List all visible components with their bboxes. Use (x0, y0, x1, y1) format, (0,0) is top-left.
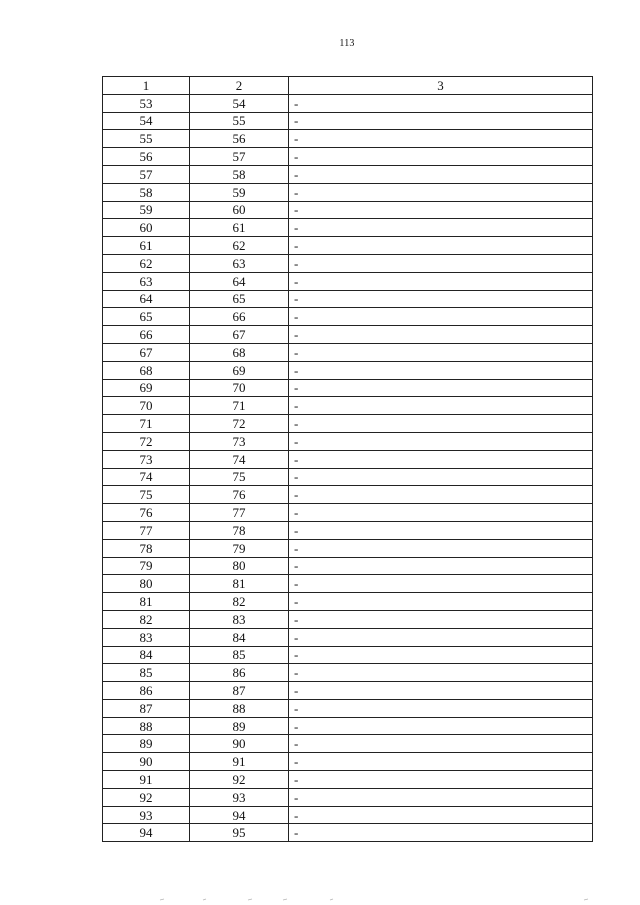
table-row (103, 183, 593, 201)
table-cell-col-3: - (289, 486, 593, 504)
table-cell-col-1: 53 (103, 94, 190, 112)
table-cell-col-2: 85 (190, 646, 289, 664)
table-cell-col-3: - (289, 450, 593, 468)
table-row (103, 788, 593, 806)
table-cell-col-1: 85 (103, 664, 190, 682)
table-cell-col-1: 66 (103, 326, 190, 344)
table-cell-col-2: 65 (190, 290, 289, 308)
table-row (103, 771, 593, 789)
table-cell-col-3: - (289, 682, 593, 700)
table-cell-col-2: 61 (190, 219, 289, 237)
table-row (103, 254, 593, 272)
table-cell-col-3: - (289, 254, 593, 272)
table-row (103, 717, 593, 735)
table-cell-col-1: 56 (103, 148, 190, 166)
table-cell-col-3: - (289, 468, 593, 486)
table-cell-col-1: 88 (103, 717, 190, 735)
table-row (103, 148, 593, 166)
table-cell-col-3: - (289, 717, 593, 735)
table-cell-col-2: 78 (190, 521, 289, 539)
table-cell-col-2: 54 (190, 94, 289, 112)
table-row (103, 486, 593, 504)
table-cell-col-2: 76 (190, 486, 289, 504)
table-cell-col-3: - (289, 290, 593, 308)
table-cell-col-1: 77 (103, 521, 190, 539)
table-cell-col-3: - (289, 735, 593, 753)
table-row (103, 539, 593, 557)
table-cell-col-2: 77 (190, 504, 289, 522)
table-cell-col-1: 64 (103, 290, 190, 308)
table-cell-col-2: 63 (190, 254, 289, 272)
table-cell-col-3: - (289, 824, 593, 842)
table-row (103, 521, 593, 539)
table-cell-col-2: 84 (190, 628, 289, 646)
table-cell-col-2: 67 (190, 326, 289, 344)
table-cell-col-2: 93 (190, 788, 289, 806)
table-cell-col-2: 91 (190, 753, 289, 771)
table-cell-col-2: 55 (190, 112, 289, 130)
table-cell-col-2: 59 (190, 183, 289, 201)
table-cell-col-3: - (289, 112, 593, 130)
table-cell-col-3: - (289, 130, 593, 148)
table-cell-col-1: 94 (103, 824, 190, 842)
table-cell-col-1: 71 (103, 415, 190, 433)
table-cell-col-1: 92 (103, 788, 190, 806)
table-row (103, 379, 593, 397)
table-cell-col-1: 54 (103, 112, 190, 130)
table-cell-col-2: 70 (190, 379, 289, 397)
table-cell-col-2: 80 (190, 557, 289, 575)
table-cell-col-1: 68 (103, 361, 190, 379)
table-cell-col-3: - (289, 593, 593, 611)
table-row (103, 237, 593, 255)
table-cell-col-1: 76 (103, 504, 190, 522)
table-row (103, 272, 593, 290)
table-cell-col-1: 74 (103, 468, 190, 486)
table-cell-col-1: 61 (103, 237, 190, 255)
table-row (103, 415, 593, 433)
table-row (103, 201, 593, 219)
table-cell-col-1: 89 (103, 735, 190, 753)
table-row (103, 326, 593, 344)
table-row (103, 468, 593, 486)
table-row (103, 94, 593, 112)
table-row (103, 432, 593, 450)
table-cell-col-2: 68 (190, 343, 289, 361)
table-cell-col-2: 89 (190, 717, 289, 735)
table-cell-col-2: 79 (190, 539, 289, 557)
table-cell-col-2: 60 (190, 201, 289, 219)
page-number: 113 (339, 38, 355, 49)
table-cell-col-3: - (289, 219, 593, 237)
table-cell-col-1: 82 (103, 610, 190, 628)
table-cell-col-3: - (289, 646, 593, 664)
table-header-row (103, 77, 593, 95)
table-cell-col-2: 75 (190, 468, 289, 486)
table-cell-col-1: 72 (103, 432, 190, 450)
table-cell-col-3: - (289, 557, 593, 575)
table-row (103, 397, 593, 415)
table-cell-col-3: - (289, 628, 593, 646)
table-cell-col-1: 93 (103, 806, 190, 824)
table-cell-col-1: 80 (103, 575, 190, 593)
table-cell-col-3: - (289, 788, 593, 806)
table-cell-col-1: 55 (103, 130, 190, 148)
table-cell-col-3: - (289, 326, 593, 344)
table-cell-col-3: - (289, 237, 593, 255)
table-cell-col-1: 84 (103, 646, 190, 664)
table-cell-col-3: - (289, 504, 593, 522)
table-cell-col-2: 58 (190, 165, 289, 183)
table-cell-col-2: 64 (190, 272, 289, 290)
table-cell-col-2: 94 (190, 806, 289, 824)
table-row (103, 575, 593, 593)
table-cell-col-1: 59 (103, 201, 190, 219)
table-cell-col-3: - (289, 361, 593, 379)
table-cell-col-3: - (289, 699, 593, 717)
table-row (103, 504, 593, 522)
table-cell-col-3: - (289, 397, 593, 415)
table-row (103, 290, 593, 308)
table-row (103, 628, 593, 646)
table-cell-col-3: - (289, 343, 593, 361)
scan-artifact-marks (0, 895, 640, 905)
table-cell-col-3: - (289, 201, 593, 219)
table-cell-col-3: - (289, 148, 593, 166)
table-cell-col-1: 57 (103, 165, 190, 183)
table-cell-col-3: - (289, 165, 593, 183)
table-row (103, 165, 593, 183)
table-cell-col-1: 63 (103, 272, 190, 290)
table-cell-col-2: 71 (190, 397, 289, 415)
table-body (103, 94, 593, 841)
table-cell-col-3: - (289, 664, 593, 682)
table-cell-col-1: 86 (103, 682, 190, 700)
table-cell-col-2: 92 (190, 771, 289, 789)
table-cell-col-3: - (289, 771, 593, 789)
table-cell-col-2: 72 (190, 415, 289, 433)
table-cell-col-1: 90 (103, 753, 190, 771)
table-cell-col-1: 79 (103, 557, 190, 575)
table-row (103, 806, 593, 824)
table-cell-col-3: - (289, 610, 593, 628)
table-cell-col-2: 95 (190, 824, 289, 842)
table-row (103, 824, 593, 842)
table-cell-col-1: 73 (103, 450, 190, 468)
table-cell-col-1: 87 (103, 699, 190, 717)
table-cell-col-1: 83 (103, 628, 190, 646)
table-row (103, 557, 593, 575)
table-cell-col-1: 91 (103, 771, 190, 789)
table-cell-col-1: 70 (103, 397, 190, 415)
table-cell-col-2: 56 (190, 130, 289, 148)
table-cell-col-1: 62 (103, 254, 190, 272)
table-cell-col-2: 73 (190, 432, 289, 450)
table-cell-col-2: 88 (190, 699, 289, 717)
table-cell-col-3: - (289, 183, 593, 201)
table-row (103, 361, 593, 379)
table-cell-col-3: - (289, 415, 593, 433)
data-table (102, 76, 593, 842)
table-cell-col-2: 82 (190, 593, 289, 611)
table-row (103, 735, 593, 753)
table-row (103, 699, 593, 717)
table-row (103, 219, 593, 237)
table-cell-col-2: 90 (190, 735, 289, 753)
table-cell-col-1: 81 (103, 593, 190, 611)
table-cell-col-1: 65 (103, 308, 190, 326)
table-cell-col-3: - (289, 575, 593, 593)
table-cell-col-3: - (289, 272, 593, 290)
table-row (103, 450, 593, 468)
column-header-2: 2 (190, 77, 289, 95)
table-cell-col-2: 83 (190, 610, 289, 628)
table-row (103, 646, 593, 664)
table-cell-col-3: - (289, 94, 593, 112)
table-cell-col-3: - (289, 539, 593, 557)
table-cell-col-3: - (289, 308, 593, 326)
table-cell-col-1: 69 (103, 379, 190, 397)
table-cell-col-1: 67 (103, 343, 190, 361)
table-cell-col-2: 86 (190, 664, 289, 682)
table-cell-col-2: 57 (190, 148, 289, 166)
table-header (103, 77, 593, 95)
table-cell-col-3: - (289, 379, 593, 397)
table-cell-col-1: 58 (103, 183, 190, 201)
table-cell-col-2: 74 (190, 450, 289, 468)
table-row (103, 753, 593, 771)
table-cell-col-3: - (289, 432, 593, 450)
table-cell-col-1: 78 (103, 539, 190, 557)
table-cell-col-2: 81 (190, 575, 289, 593)
table-row (103, 610, 593, 628)
table-cell-col-3: - (289, 521, 593, 539)
table-cell-col-1: 60 (103, 219, 190, 237)
table-cell-col-2: 69 (190, 361, 289, 379)
table-row (103, 112, 593, 130)
table-row (103, 130, 593, 148)
table-cell-col-1: 75 (103, 486, 190, 504)
table-cell-col-3: - (289, 753, 593, 771)
table-row (103, 664, 593, 682)
table-cell-col-2: 66 (190, 308, 289, 326)
column-header-1: 1 (103, 77, 190, 95)
table-row (103, 682, 593, 700)
table-cell-col-2: 62 (190, 237, 289, 255)
table-row (103, 343, 593, 361)
table-cell-col-3: - (289, 806, 593, 824)
table-row (103, 308, 593, 326)
column-header-3: 3 (289, 77, 593, 95)
table-cell-col-2: 87 (190, 682, 289, 700)
table-row (103, 593, 593, 611)
